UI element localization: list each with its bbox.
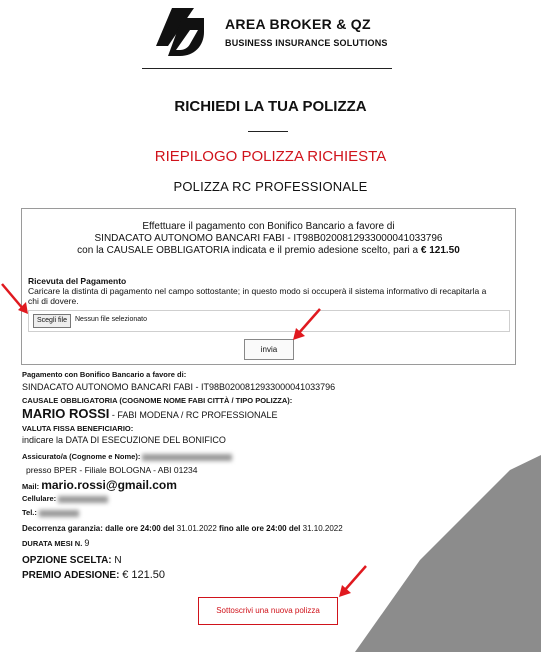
mail-value: mario.rossi@gmail.com [41, 478, 177, 492]
premium-row [22, 569, 165, 581]
option-label: OPZIONE SCELTA: [22, 555, 112, 566]
tel-row [22, 508, 79, 517]
payment-panel [21, 208, 516, 365]
payment-instructions [22, 221, 515, 257]
payment-amount: € 121.50 [420, 245, 460, 256]
duration-label: DURATA MESI N. [22, 539, 83, 548]
company-logo [150, 6, 210, 58]
tel-label: Tel.: [22, 508, 37, 517]
title-divider [248, 131, 288, 132]
payment-line-3-text: con la CAUSALE OBBLIGATORIA indicata e il premio adesione scelto, pari a [77, 245, 419, 256]
bank-value: presso BPER - Filiale BOLOGNA - ABI 01234 [26, 465, 198, 475]
annotation-arrow-icon [0, 280, 34, 320]
brand-tagline: BUSINESS INSURANCE SOLUTIONS [225, 38, 388, 48]
insured-row [22, 452, 232, 461]
redacted-name [142, 454, 232, 461]
coverage-prefix: Decorrenza garanzia: dalle ore 24:00 del [22, 524, 175, 533]
annotation-arrow-icon [334, 563, 370, 601]
policy-type: POLIZZA RC PROFESSIONALE [173, 179, 368, 194]
cell-label: Cellulare: [22, 494, 57, 503]
payment-line-2: SINDACATO AUTONOMO BANCARI FABI - IT98B0200812933000041033796 [94, 233, 443, 244]
option-row [22, 555, 122, 566]
redacted-cell [58, 496, 108, 503]
subscribe-new-policy-button[interactable]: Sottoscrivi una nuova polizza [198, 597, 338, 625]
causale-name: MARIO ROSSI [22, 406, 110, 421]
send-button[interactable]: invia [244, 339, 294, 360]
cell-row [22, 494, 108, 503]
coverage-start: 31.01.2022 [176, 524, 217, 533]
insured-label: Assicurato/a (Cognome e Nome): [22, 452, 141, 461]
summary-title: RIEPILOGO POLIZZA RICHIESTA [154, 148, 387, 165]
mail-label: Mail: [22, 482, 40, 491]
page-title: RICHIEDI LA TUA POLIZZA [174, 98, 367, 115]
choose-file-button[interactable]: Scegli file [33, 314, 71, 328]
valuta-value: indicare la DATA DI ESECUZIONE DEL BONIFICO [22, 435, 226, 445]
header-divider [142, 68, 392, 69]
valuta-label: VALUTA FISSA BENEFICIARIO: [22, 424, 134, 433]
beneficiary-value: SINDACATO AUTONOMO BANCARI FABI - IT98B0200812933000041033796 [22, 382, 336, 392]
payment-line-1: Effettuare il pagamento con Bonifico Bancario a favore di [142, 221, 395, 232]
receipt-description: Caricare la distinta di pagamento nel campo sottostante; in questo modo si occuperà il sistema informativo di recapitarla a chi di dovere. [28, 286, 487, 306]
payment-line-3 [22, 245, 515, 257]
premium-value: € 121.50 [122, 569, 166, 581]
redacted-tel [39, 510, 79, 517]
file-status: Nessun file selezionato [75, 316, 147, 323]
file-upload-field[interactable] [28, 310, 510, 332]
brand-name: AREA BROKER & QZ [225, 16, 371, 32]
annotation-arrow-icon [288, 306, 324, 344]
mail-row [22, 478, 177, 492]
premium-label: PREMIO ADESIONE: [22, 570, 120, 581]
duration-value: 9 [84, 538, 90, 548]
coverage-row [22, 524, 343, 533]
causale-label: CAUSALE OBBLIGATORIA (COGNOME NOME FABI CITTÀ / TIPO POLIZZA): [22, 396, 293, 405]
causale-value [22, 406, 277, 421]
beneficiary-label: Pagamento con Bonifico Bancario a favore di: [22, 370, 187, 379]
coverage-end: 31.10.2022 [302, 524, 343, 533]
receipt-title: Ricevuta del Pagamento [28, 276, 127, 286]
coverage-mid: fino alle ore 24:00 del [219, 524, 301, 533]
causale-rest: - FABI MODENA / RC PROFESSIONALE [111, 410, 278, 420]
option-value: N [114, 555, 122, 566]
duration-row [22, 538, 89, 548]
